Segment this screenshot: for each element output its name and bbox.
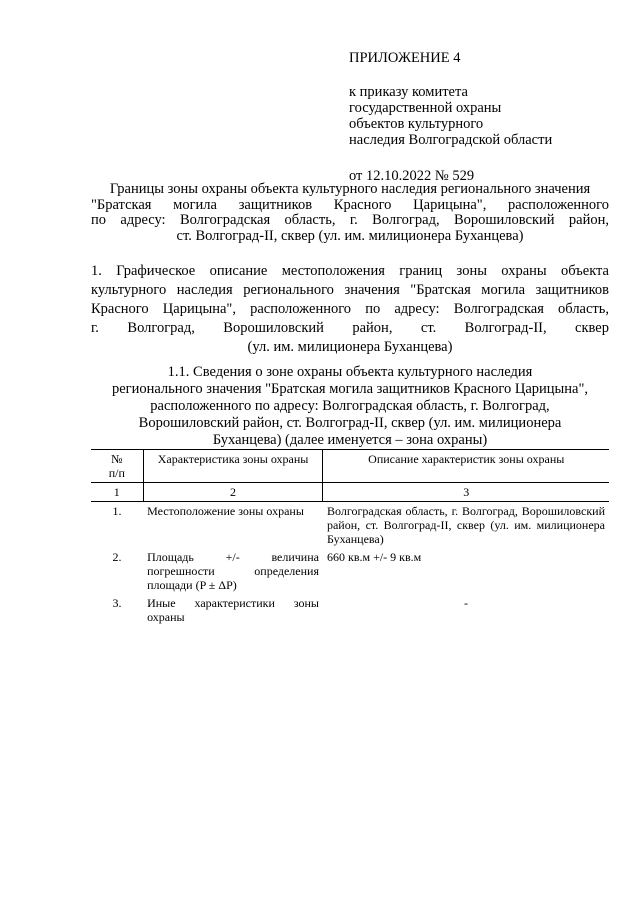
row-description: - (463, 596, 468, 610)
table-row (91, 594, 609, 626)
appendix-order-line: объектов культурного (349, 116, 484, 132)
row-characteristic: Местоположение зоны охраны (147, 504, 304, 518)
appendix-date: от 12.10.2022 № 529 (349, 168, 475, 184)
appendix-order (349, 84, 609, 148)
row-number: 3. (112, 596, 122, 610)
subsection-line: Ворошиловский район, ст. Волгоград-II, сквер (ул. им. милиционера (138, 415, 562, 431)
table-header-row (91, 450, 609, 483)
section-1-line: Красного Царицына", расположенного по адресу: Волгоградская область, (91, 301, 609, 317)
column-number-row (91, 483, 609, 502)
section-1-line: (ул. им. милиционера Буханцева) (247, 339, 453, 355)
row-number: 2. (112, 550, 122, 564)
appendix-order-line: к приказу комитета (349, 84, 468, 100)
heading-line: ст. Волгоград-II, сквер (ул. им. милиционера Буханцева) (176, 227, 524, 244)
header-characteristic: Характеристика зоны охраны (143, 450, 323, 483)
row-characteristic: Иные характеристики зоны охраны (147, 596, 319, 624)
subsection-1-1 (91, 364, 609, 449)
column-number: 1 (91, 483, 143, 502)
row-description: 660 кв.м +/- 9 кв.м (326, 550, 422, 564)
column-number: 3 (323, 483, 609, 502)
row-characteristic: Площадь +/- величина погрешности определения площади (P ± ΔP) (147, 550, 319, 592)
section-1 (91, 262, 609, 357)
heading-line: "Братская могила защитников Красного Царицына", расположенного (91, 196, 609, 213)
document-heading (91, 182, 609, 244)
section-1-line: г. Волгоград, Ворошиловский район, ст. Волгоград-II, сквер (91, 320, 609, 336)
appendix-order-line: государственной охраны (349, 100, 502, 116)
subsection-line: Буханцева) (далее именуется – зона охраны) (212, 432, 488, 448)
heading-line: по адресу: Волгоградская область, г. Волгоград, Ворошиловский район, (91, 212, 609, 228)
section-1-line: культурного наследия регионального значения "Братская могила защитников (91, 282, 609, 298)
table-row (91, 548, 609, 594)
subsection-line: 1.1. Сведения о зоне охраны объекта культурного наследия (167, 364, 533, 380)
appendix-block (349, 50, 609, 184)
header-description: Описание характеристик зоны охраны (323, 450, 609, 483)
subsection-line: регионального значения "Братская могила защитников Красного Царицына", (111, 381, 589, 397)
row-number: 1. (112, 504, 122, 518)
heading-line: Границы зоны охраны объекта культурного наследия регионального значения (109, 181, 591, 197)
table-row (91, 502, 609, 549)
subsection-line: расположенного по адресу: Волгоградская область, г. Волгоград, (150, 398, 550, 414)
header-number: № п/п (91, 450, 143, 483)
section-1-line: 1. Графическое описание местоположения границ зоны охраны объекта (91, 263, 609, 279)
column-number: 2 (143, 483, 323, 502)
appendix-title: ПРИЛОЖЕНИЕ 4 (349, 50, 461, 66)
zone-table (91, 449, 609, 626)
appendix-order-line: наследия Волгоградской области (349, 132, 553, 148)
row-description: Волгоградская область, г. Волгоград, Ворошиловский район, ст. Волгоград-II, сквер (ул. им. милиционера Буханцева) (326, 504, 605, 546)
